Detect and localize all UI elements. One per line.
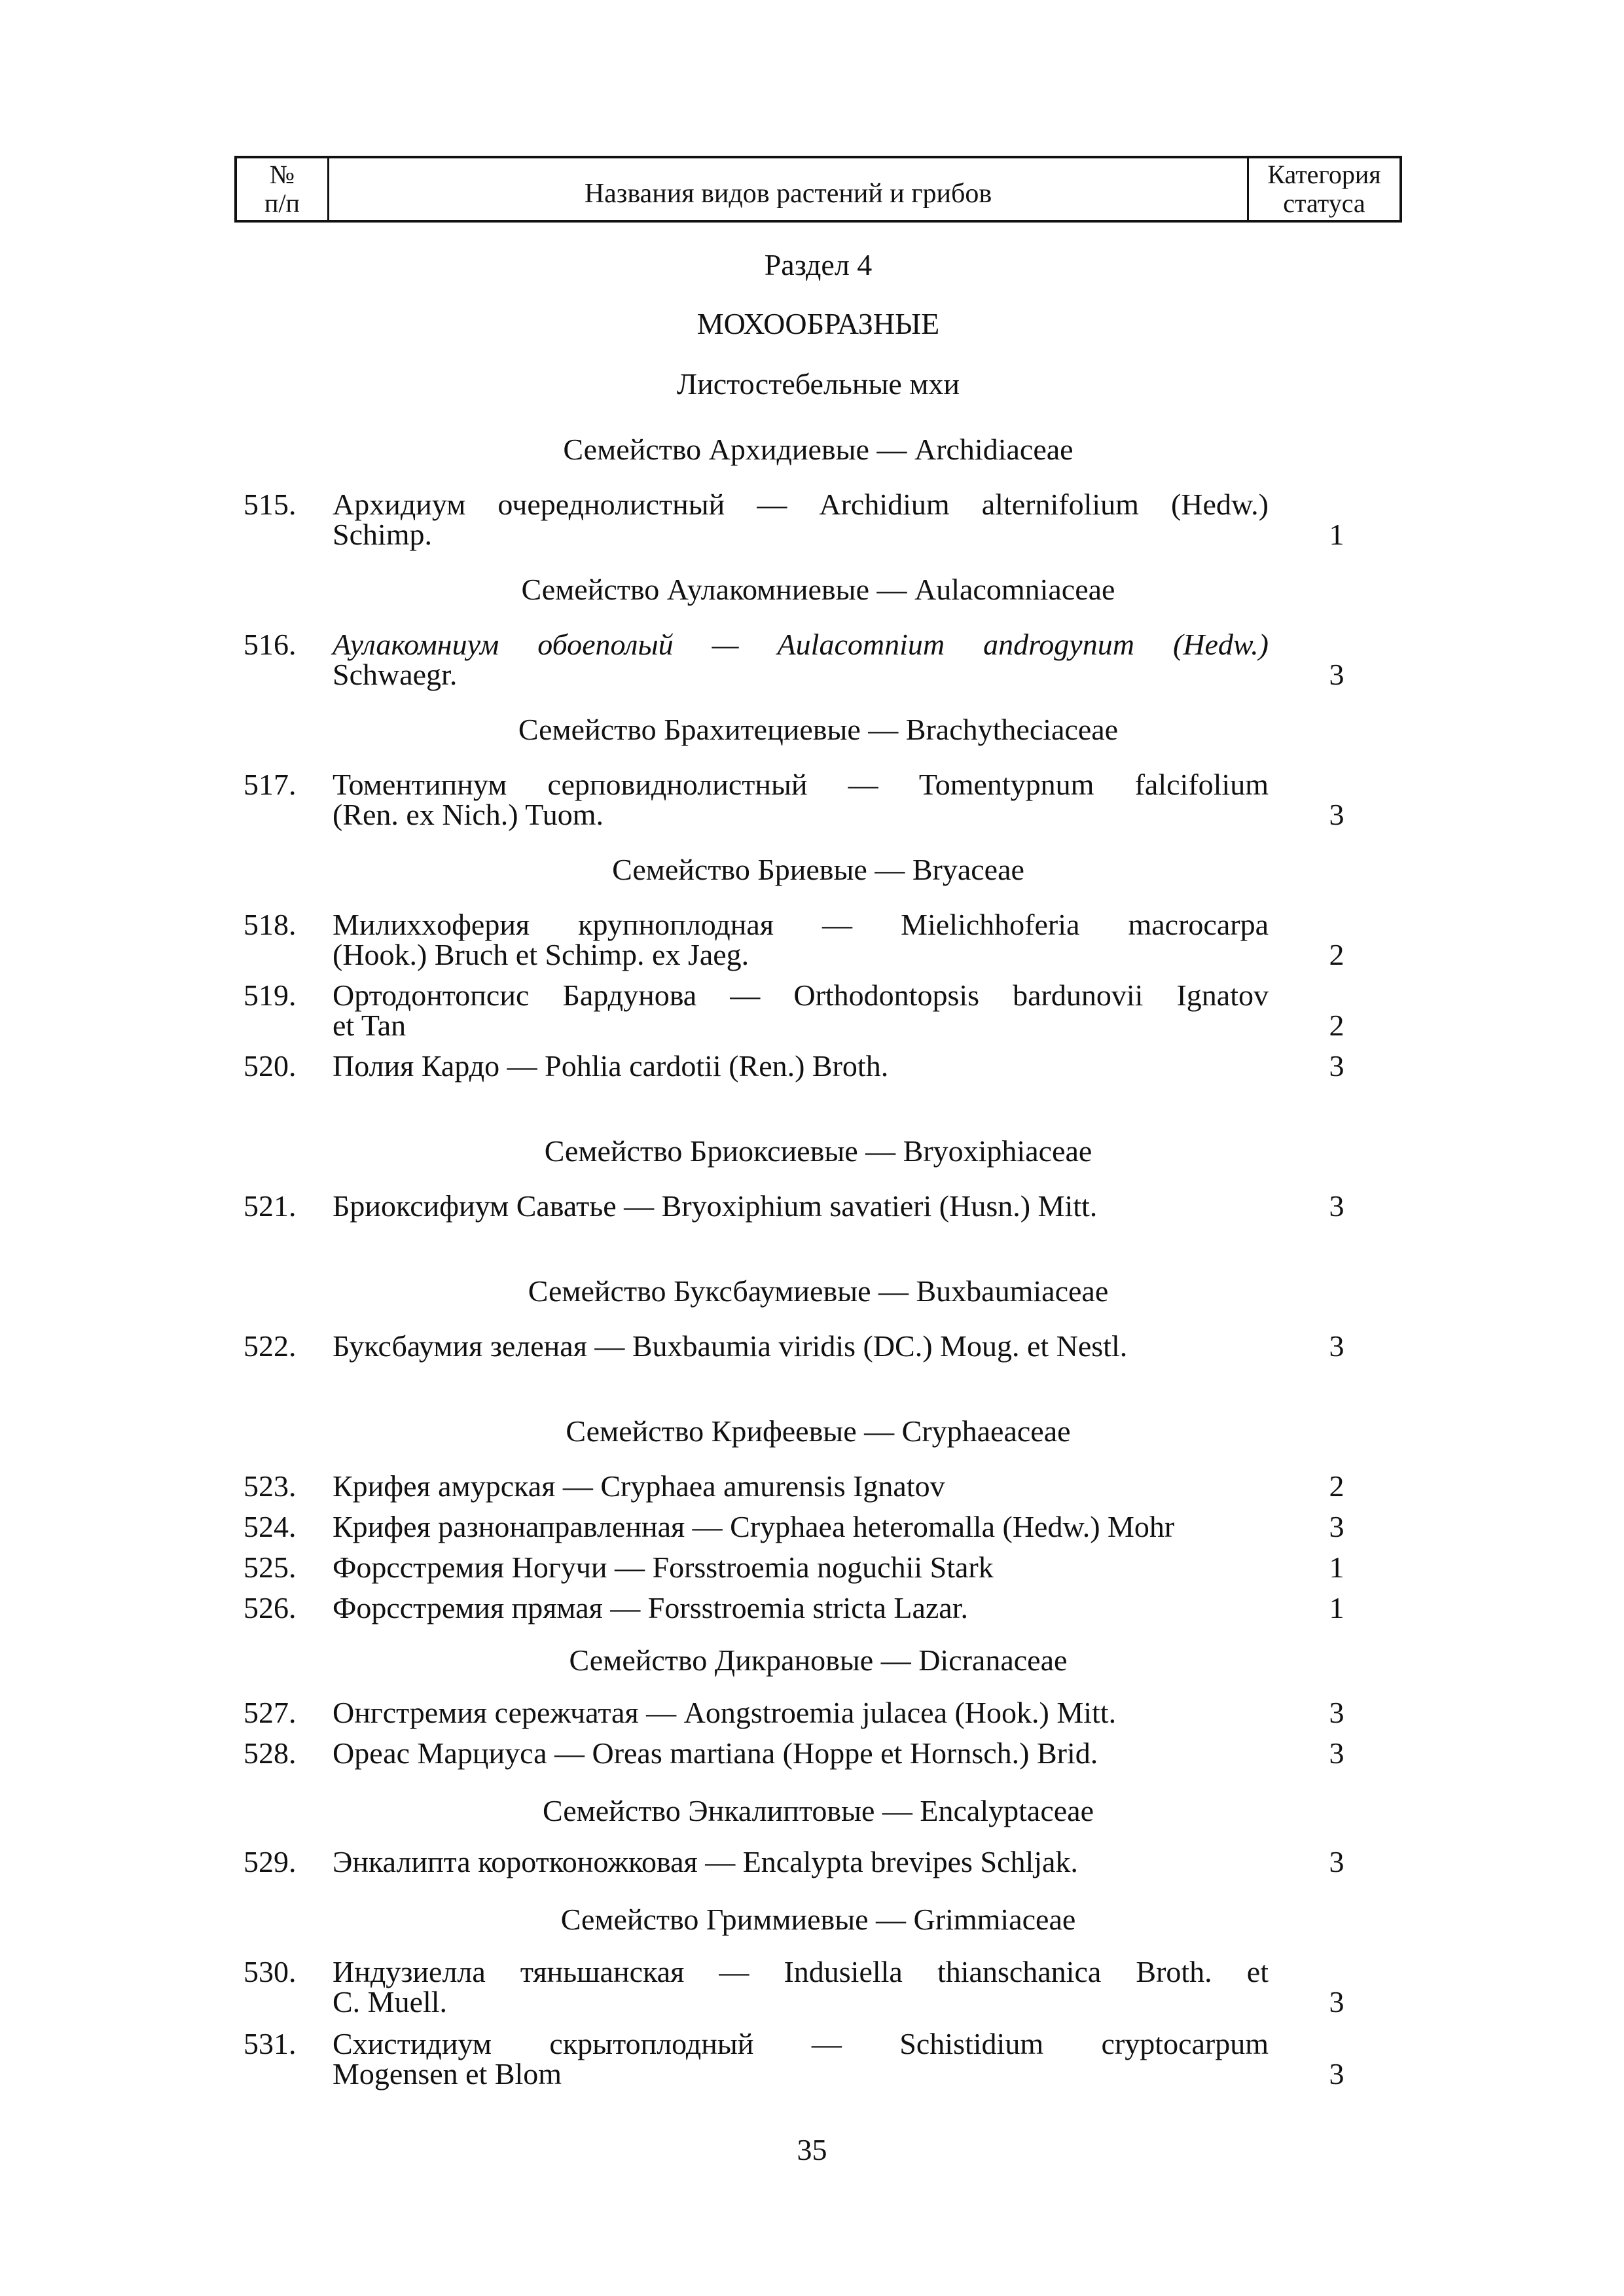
entry-name-line1: Индузиелла тяньшанская — Indusiella thianschanica Broth. et — [333, 1955, 1269, 1988]
entry-name: Бриоксифиум Саватье — Bryoxiphium savatieri (Husn.) Mitt. — [333, 1189, 1098, 1223]
family-heading: Семейство Бриоксиевые — Bryoxiphiaceae — [544, 1134, 1092, 1168]
header-category-line2: статуса — [1283, 188, 1365, 218]
entry-number: 527. — [244, 1696, 297, 1729]
entry-number: 528. — [244, 1736, 297, 1770]
entry-category: 1 — [1329, 1551, 1344, 1584]
entry-category: 3 — [1329, 2057, 1344, 2090]
entry-number: 531. — [244, 2027, 297, 2060]
entry-category: 3 — [1329, 798, 1344, 831]
division-title: МОХООБРАЗНЫЕ — [696, 307, 940, 340]
entry-name-line1: Ортодонтопсис Бардунова — Orthodontopsis bardunovii Ignatov — [333, 978, 1269, 1012]
entry-number: 520. — [244, 1049, 297, 1083]
entry-category: 3 — [1329, 1985, 1344, 2018]
entry-name-line2: (Hook.) Bruch et Schimp. ex Jaeg. — [333, 938, 749, 971]
header-number-column — [237, 158, 329, 220]
entry-name-line2: Schwaegr. — [333, 658, 458, 691]
entry-name-line2: Schimp. — [333, 518, 433, 551]
family-heading: Семейство Крифеевые — Cryphaeaceae — [566, 1414, 1071, 1448]
entry-name: Крифея разнонаправленная — Cryphaea heteromalla (Hedw.) Mohr — [333, 1510, 1175, 1543]
header-category-column — [1247, 158, 1399, 220]
entry-name-line1: Томентипнум серповиднолистный — Tomentypnum falcifolium — [333, 768, 1269, 801]
entry-number: 517. — [244, 768, 297, 801]
entry-category: 3 — [1329, 1329, 1344, 1363]
entry-number: 515. — [244, 488, 297, 521]
entry-name: Ореас Марциуса — Oreas martiana (Hoppe et Hornsch.) Brid. — [333, 1736, 1098, 1770]
family-heading: Семейство Архидиевые — Archidiaceae — [563, 433, 1074, 466]
header-number-line1: № — [269, 160, 295, 189]
entry-number: 530. — [244, 1955, 297, 1988]
entry-number: 523. — [244, 1469, 297, 1503]
entry-category: 3 — [1329, 1510, 1344, 1543]
entry-number: 529. — [244, 1845, 297, 1878]
header-number-line2: п/п — [264, 188, 300, 218]
entry-number: 522. — [244, 1329, 297, 1363]
entry-name: Форсстремия Ногучи — Forsstroemia noguchii Stark — [333, 1551, 994, 1584]
entry-category: 1 — [1329, 1591, 1344, 1624]
entry-name: Форсстремия прямая — Forsstroemia stricta Lazar. — [333, 1591, 969, 1624]
entry-name-line1: Архидиум очереднолистный — Archidium alternifolium (Hedw.) — [333, 488, 1269, 521]
entry-name: Буксбаумия зеленая — Buxbaumia viridis (DC.) Moug. et Nestl. — [333, 1329, 1128, 1363]
entry-name-line2: et Tan — [333, 1009, 406, 1042]
section-title: Раздел 4 — [764, 248, 873, 281]
entry-name: Крифея амурская — Cryphaea amurensis Ignatov — [333, 1469, 945, 1503]
entry-name-line1: Милихxoфepия крупноплодная — Mielichhoferia macrocarpa — [333, 908, 1269, 941]
entry-category: 1 — [1329, 518, 1344, 551]
table-header — [234, 156, 1402, 223]
entry-category: 3 — [1329, 1736, 1344, 1770]
entry-name-line1: Аулакомниум обоеполый — Aulacomnium androgynum (Hedw.) — [333, 628, 1269, 661]
entry-category: 3 — [1329, 1845, 1344, 1878]
family-heading: Семейство Энкалиптовые — Encalyptaceae — [543, 1794, 1094, 1827]
family-heading: Семейство Бриевые — Bryaceae — [612, 853, 1024, 886]
header-category-line1: Категория — [1267, 160, 1381, 189]
entry-name-line2: (Ren. ex Nich.) Tuom. — [333, 798, 604, 831]
family-heading: Семейство Дикрановые — Dicranaceae — [569, 1643, 1068, 1677]
entry-category: 3 — [1329, 1049, 1344, 1083]
family-heading: Семейство Буксбаумиевые — Buxbaumiaceae — [528, 1274, 1109, 1308]
entry-category: 2 — [1329, 1469, 1344, 1503]
header-name-label: Названия видов растений и грибов — [584, 179, 992, 209]
header-name-column — [329, 158, 1247, 220]
entry-category: 3 — [1329, 1189, 1344, 1223]
family-heading: Семейство Аулакомниевые — Aulacomniaceae — [521, 573, 1115, 606]
family-heading: Семейство Гриммиевые — Grimmiaceae — [560, 1903, 1076, 1936]
entry-name: Онгстремия сережчатая — Aongstroemia julacea (Hook.) Mitt. — [333, 1696, 1117, 1729]
entry-name: Энкалипта коротконожковая — Encalypta brevipes Schljak. — [333, 1845, 1078, 1878]
entry-number: 518. — [244, 908, 297, 941]
entry-number: 516. — [244, 628, 297, 661]
entry-name-line2: C. Muell. — [333, 1985, 448, 2018]
entry-number: 524. — [244, 1510, 297, 1543]
entry-category: 2 — [1329, 938, 1344, 971]
entry-number: 519. — [244, 978, 297, 1012]
entry-number: 526. — [244, 1591, 297, 1624]
entry-number: 525. — [244, 1551, 297, 1584]
entry-number: 521. — [244, 1189, 297, 1223]
entry-name-line1: Схистидиум скрытоплодный — Schistidium cryptocarpum — [333, 2027, 1269, 2060]
entry-name: Полия Кардо — Pohlia cardotii (Ren.) Broth. — [333, 1049, 889, 1083]
entry-category: 3 — [1329, 1696, 1344, 1729]
class-title: Листостебельные мхи — [676, 367, 960, 401]
entry-category: 2 — [1329, 1009, 1344, 1042]
entry-name-line2: Mogensen et Blom — [333, 2057, 562, 2090]
family-heading: Семейство Брахитециевые — Brachytheciaceae — [518, 713, 1119, 746]
page-number: 35 — [797, 2133, 827, 2166]
entry-category: 3 — [1329, 658, 1344, 691]
